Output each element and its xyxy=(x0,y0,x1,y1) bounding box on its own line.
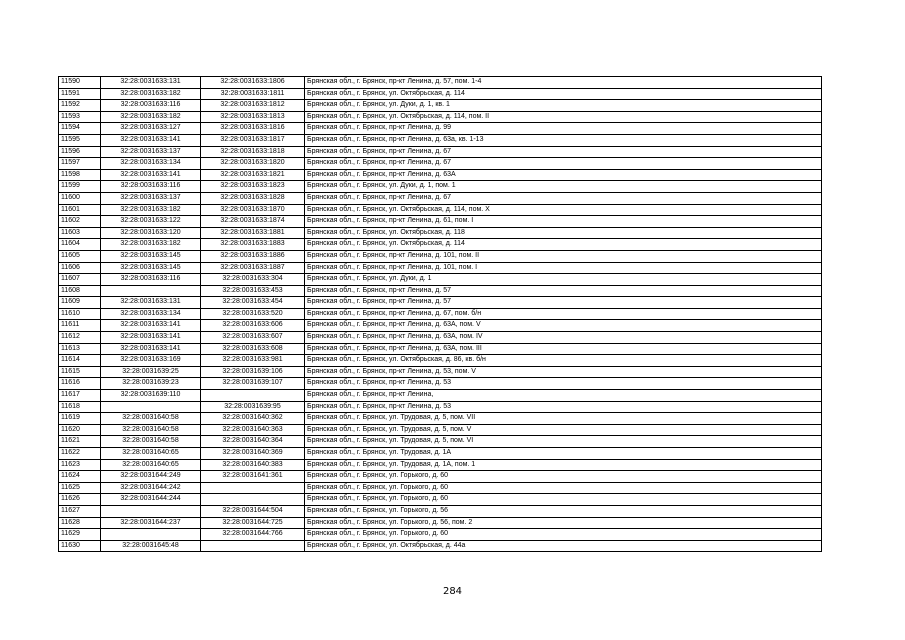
table-row xyxy=(59,274,822,286)
land-cadastral-number-cell: 32:28:0031639:25 xyxy=(101,366,201,378)
table-row xyxy=(59,297,822,309)
object-cadastral-number-cell: 32:28:0031639:95 xyxy=(201,401,305,413)
table-row xyxy=(59,169,822,181)
table-row xyxy=(59,192,822,204)
row-number-cell: 11607 xyxy=(59,274,101,286)
land-cadastral-number-cell: 32:28:0031633:116 xyxy=(101,181,201,193)
table-row xyxy=(59,77,822,89)
land-cadastral-number-cell: 32:28:0031639:23 xyxy=(101,378,201,390)
address-cell: Брянская обл., г. Брянск, пр-кт Ленина, д. 53, пом. V xyxy=(305,366,822,378)
row-number-cell: 11602 xyxy=(59,216,101,228)
row-number-cell: 11593 xyxy=(59,111,101,123)
table-row xyxy=(59,378,822,390)
object-cadastral-number-cell: 32:28:0031633:1874 xyxy=(201,216,305,228)
table-row xyxy=(59,355,822,367)
object-cadastral-number-cell: 32:28:0031633:454 xyxy=(201,297,305,309)
object-cadastral-number-cell: 32:28:0031633:608 xyxy=(201,343,305,355)
address-cell: Брянская обл., г. Брянск, ул. Горького, д. 56, пом. 2 xyxy=(305,517,822,529)
land-cadastral-number-cell: 32:28:0031633:127 xyxy=(101,123,201,135)
row-number-cell: 11610 xyxy=(59,308,101,320)
row-number-cell: 11625 xyxy=(59,482,101,494)
land-cadastral-number-cell: 32:28:0031633:182 xyxy=(101,239,201,251)
row-number-cell: 11620 xyxy=(59,424,101,436)
table-row xyxy=(59,181,822,193)
address-cell: Брянская обл., г. Брянск, пр-кт Ленина, xyxy=(305,390,822,402)
table-row xyxy=(59,459,822,471)
object-cadastral-number-cell xyxy=(201,482,305,494)
row-number-cell: 11624 xyxy=(59,471,101,483)
land-cadastral-number-cell: 32:28:0031633:145 xyxy=(101,262,201,274)
address-cell: Брянская обл., г. Брянск, ул. Горького, д. 60 xyxy=(305,471,822,483)
object-cadastral-number-cell: 32:28:0031633:981 xyxy=(201,355,305,367)
land-cadastral-number-cell: 32:28:0031633:182 xyxy=(101,88,201,100)
row-number-cell: 11619 xyxy=(59,413,101,425)
address-cell: Брянская обл., г. Брянск, ул. Трудовая, д. 5, пом. VI xyxy=(305,436,822,448)
land-cadastral-number-cell: 32:28:0031633:131 xyxy=(101,77,201,89)
object-cadastral-number-cell: 32:28:0031633:520 xyxy=(201,308,305,320)
table-row xyxy=(59,250,822,262)
address-cell: Брянская обл., г. Брянск, пр-кт Ленина, д. 101, пом. II xyxy=(305,250,822,262)
row-number-cell: 11627 xyxy=(59,505,101,517)
row-number-cell: 11594 xyxy=(59,123,101,135)
address-cell: Брянская обл., г. Брянск, пр-кт Ленина, д. 53 xyxy=(305,378,822,390)
table-row xyxy=(59,262,822,274)
table-row xyxy=(59,308,822,320)
object-cadastral-number-cell: 32:28:0031633:607 xyxy=(201,332,305,344)
row-number-cell: 11595 xyxy=(59,134,101,146)
address-cell: Брянская обл., г. Брянск, пр-кт Ленина, д. 57 xyxy=(305,297,822,309)
row-number-cell: 11617 xyxy=(59,390,101,402)
table-row xyxy=(59,529,822,541)
address-cell: Брянская обл., г. Брянск, пр-кт Ленина, д. 63А, пом. IV xyxy=(305,332,822,344)
table-row xyxy=(59,332,822,344)
table-row xyxy=(59,494,822,506)
row-number-cell: 11629 xyxy=(59,529,101,541)
table-row xyxy=(59,482,822,494)
table-row xyxy=(59,540,822,552)
address-cell: Брянская обл., г. Брянск, пр-кт Ленина, д. 67 xyxy=(305,192,822,204)
row-number-cell: 11612 xyxy=(59,332,101,344)
land-cadastral-number-cell: 32:28:0031633:116 xyxy=(101,274,201,286)
address-cell: Брянская обл., г. Брянск, пр-кт Ленина, д. 101, пом. I xyxy=(305,262,822,274)
address-cell: Брянская обл., г. Брянск, ул. Трудовая, д. 1А xyxy=(305,448,822,460)
table-row xyxy=(59,471,822,483)
object-cadastral-number-cell: 32:28:0031633:1886 xyxy=(201,250,305,262)
land-cadastral-number-cell: 32:28:0031640:58 xyxy=(101,436,201,448)
object-cadastral-number-cell: 32:28:0031633:453 xyxy=(201,285,305,297)
object-cadastral-number-cell: 32:28:0031633:1821 xyxy=(201,169,305,181)
address-cell: Брянская обл., г. Брянск, ул. Дуки, д. 1, пом. 1 xyxy=(305,181,822,193)
land-cadastral-number-cell: 32:28:0031633:141 xyxy=(101,332,201,344)
object-cadastral-number-cell xyxy=(201,390,305,402)
address-cell: Брянская обл., г. Брянск, ул. Октябрьская, д. 114, пом. X xyxy=(305,204,822,216)
row-number-cell: 11615 xyxy=(59,366,101,378)
land-cadastral-number-cell: 32:28:0031633:137 xyxy=(101,146,201,158)
address-cell: Брянская обл., г. Брянск, пр-кт Ленина, д. 61, пом. I xyxy=(305,216,822,228)
registry-table xyxy=(58,76,822,552)
address-cell: Брянская обл., г. Брянск, ул. Октябрьская, д. 118 xyxy=(305,227,822,239)
address-cell: Брянская обл., г. Брянск, ул. Трудовая, д. 1А, пом. 1 xyxy=(305,459,822,471)
address-cell: Брянская обл., г. Брянск, ул. Октябрьская, д. 44а xyxy=(305,540,822,552)
land-cadastral-number-cell: 32:28:0031633:141 xyxy=(101,320,201,332)
land-cadastral-number-cell: 32:28:0031644:249 xyxy=(101,471,201,483)
land-cadastral-number-cell: 32:28:0031633:116 xyxy=(101,100,201,112)
land-cadastral-number-cell: 32:28:0031645:48 xyxy=(101,540,201,552)
row-number-cell: 11614 xyxy=(59,355,101,367)
object-cadastral-number-cell: 32:28:0031633:1820 xyxy=(201,158,305,170)
table-row xyxy=(59,517,822,529)
land-cadastral-number-cell: 32:28:0031633:141 xyxy=(101,343,201,355)
land-cadastral-number-cell: 32:28:0031633:134 xyxy=(101,308,201,320)
object-cadastral-number-cell: 32:28:0031633:304 xyxy=(201,274,305,286)
table-row xyxy=(59,111,822,123)
land-cadastral-number-cell: 32:28:0031640:58 xyxy=(101,424,201,436)
table-row xyxy=(59,436,822,448)
row-number-cell: 11601 xyxy=(59,204,101,216)
address-cell: Брянская обл., г. Брянск, пр-кт Ленина, д. 63а, кв. 1-13 xyxy=(305,134,822,146)
row-number-cell: 11609 xyxy=(59,297,101,309)
address-cell: Брянская обл., г. Брянск, ул. Горького, д. 60 xyxy=(305,529,822,541)
row-number-cell: 11613 xyxy=(59,343,101,355)
object-cadastral-number-cell: 32:28:0031639:107 xyxy=(201,378,305,390)
land-cadastral-number-cell: 32:28:0031633:169 xyxy=(101,355,201,367)
row-number-cell: 11606 xyxy=(59,262,101,274)
object-cadastral-number-cell: 32:28:0031644:725 xyxy=(201,517,305,529)
object-cadastral-number-cell: 32:28:0031633:1883 xyxy=(201,239,305,251)
address-cell: Брянская обл., г. Брянск, пр-кт Ленина, д. 67, пом. б/н xyxy=(305,308,822,320)
land-cadastral-number-cell: 32:28:0031640:65 xyxy=(101,448,201,460)
row-number-cell: 11611 xyxy=(59,320,101,332)
address-cell: Брянская обл., г. Брянск, пр-кт Ленина, д. 63А, пом. V xyxy=(305,320,822,332)
object-cadastral-number-cell: 32:28:0031633:1870 xyxy=(201,204,305,216)
address-cell: Брянская обл., г. Брянск, ул. Горького, д. 60 xyxy=(305,494,822,506)
land-cadastral-number-cell: 32:28:0031633:131 xyxy=(101,297,201,309)
table-row xyxy=(59,366,822,378)
table-row xyxy=(59,320,822,332)
row-number-cell: 11591 xyxy=(59,88,101,100)
table-row xyxy=(59,123,822,135)
address-cell: Брянская обл., г. Брянск, ул. Октябрьская, д. 86, кв. б/н xyxy=(305,355,822,367)
land-cadastral-number-cell: 32:28:0031633:137 xyxy=(101,192,201,204)
table-row xyxy=(59,239,822,251)
land-cadastral-number-cell: 32:28:0031644:244 xyxy=(101,494,201,506)
row-number-cell: 11628 xyxy=(59,517,101,529)
address-cell: Брянская обл., г. Брянск, пр-кт Ленина, д. 99 xyxy=(305,123,822,135)
row-number-cell: 11597 xyxy=(59,158,101,170)
object-cadastral-number-cell: 32:28:0031633:1823 xyxy=(201,181,305,193)
table-row xyxy=(59,146,822,158)
address-cell: Брянская обл., г. Брянск, ул. Октябрьская, д. 114 xyxy=(305,88,822,100)
address-cell: Брянская обл., г. Брянск, пр-кт Ленина, д. 63А xyxy=(305,169,822,181)
object-cadastral-number-cell: 32:28:0031633:1811 xyxy=(201,88,305,100)
row-number-cell: 11599 xyxy=(59,181,101,193)
land-cadastral-number-cell xyxy=(101,505,201,517)
row-number-cell: 11596 xyxy=(59,146,101,158)
object-cadastral-number-cell: 32:28:0031633:1812 xyxy=(201,100,305,112)
object-cadastral-number-cell: 32:28:0031640:363 xyxy=(201,424,305,436)
table-row xyxy=(59,401,822,413)
land-cadastral-number-cell: 32:28:0031633:120 xyxy=(101,227,201,239)
row-number-cell: 11604 xyxy=(59,239,101,251)
address-cell: Брянская обл., г. Брянск, пр-кт Ленина, д. 67 xyxy=(305,158,822,170)
row-number-cell: 11618 xyxy=(59,401,101,413)
object-cadastral-number-cell xyxy=(201,540,305,552)
object-cadastral-number-cell: 32:28:0031633:1828 xyxy=(201,192,305,204)
row-number-cell: 11623 xyxy=(59,459,101,471)
land-cadastral-number-cell: 32:28:0031644:237 xyxy=(101,517,201,529)
table-row xyxy=(59,390,822,402)
address-cell: Брянская обл., г. Брянск, ул. Дуки, д. 1, кв. 1 xyxy=(305,100,822,112)
row-number-cell: 11608 xyxy=(59,285,101,297)
row-number-cell: 11603 xyxy=(59,227,101,239)
row-number-cell: 11622 xyxy=(59,448,101,460)
object-cadastral-number-cell: 32:28:0031633:1806 xyxy=(201,77,305,89)
address-cell: Брянская обл., г. Брянск, пр-кт Ленина, д. 57, пом. 1-4 xyxy=(305,77,822,89)
table-row xyxy=(59,227,822,239)
address-cell: Брянская обл., г. Брянск, ул. Трудовая, д. 5, пом. VII xyxy=(305,413,822,425)
row-number-cell: 11605 xyxy=(59,250,101,262)
object-cadastral-number-cell: 32:28:0031633:1817 xyxy=(201,134,305,146)
object-cadastral-number-cell: 32:28:0031641:361 xyxy=(201,471,305,483)
land-cadastral-number-cell: 32:28:0031640:65 xyxy=(101,459,201,471)
address-cell: Брянская обл., г. Брянск, ул. Горького, д. 56 xyxy=(305,505,822,517)
address-cell: Брянская обл., г. Брянск, пр-кт Ленина, д. 63А, пом. III xyxy=(305,343,822,355)
land-cadastral-number-cell: 32:28:0031644:242 xyxy=(101,482,201,494)
row-number-cell: 11630 xyxy=(59,540,101,552)
page-number: 284 xyxy=(442,586,463,597)
object-cadastral-number-cell xyxy=(201,494,305,506)
object-cadastral-number-cell: 32:28:0031633:1813 xyxy=(201,111,305,123)
land-cadastral-number-cell: 32:28:0031633:134 xyxy=(101,158,201,170)
object-cadastral-number-cell: 32:28:0031640:383 xyxy=(201,459,305,471)
table-row xyxy=(59,158,822,170)
table-row xyxy=(59,413,822,425)
row-number-cell: 11616 xyxy=(59,378,101,390)
land-cadastral-number-cell: 32:28:0031633:141 xyxy=(101,134,201,146)
object-cadastral-number-cell: 32:28:0031644:766 xyxy=(201,529,305,541)
object-cadastral-number-cell: 32:28:0031644:504 xyxy=(201,505,305,517)
table-row xyxy=(59,204,822,216)
land-cadastral-number-cell: 32:28:0031633:145 xyxy=(101,250,201,262)
table-row xyxy=(59,100,822,112)
registry-body xyxy=(59,77,822,552)
object-cadastral-number-cell: 32:28:0031633:1818 xyxy=(201,146,305,158)
land-cadastral-number-cell xyxy=(101,529,201,541)
address-cell: Брянская обл., г. Брянск, ул. Горького, д. 60 xyxy=(305,482,822,494)
land-cadastral-number-cell: 32:28:0031633:141 xyxy=(101,169,201,181)
land-cadastral-number-cell: 32:28:0031633:182 xyxy=(101,204,201,216)
table-row xyxy=(59,88,822,100)
object-cadastral-number-cell: 32:28:0031640:364 xyxy=(201,436,305,448)
address-cell: Брянская обл., г. Брянск, ул. Октябрьская, д. 114 xyxy=(305,239,822,251)
table-row xyxy=(59,424,822,436)
row-number-cell: 11598 xyxy=(59,169,101,181)
object-cadastral-number-cell: 32:28:0031633:1881 xyxy=(201,227,305,239)
object-cadastral-number-cell: 32:28:0031633:1816 xyxy=(201,123,305,135)
object-cadastral-number-cell: 32:28:0031640:369 xyxy=(201,448,305,460)
table-row xyxy=(59,505,822,517)
object-cadastral-number-cell: 32:28:0031640:362 xyxy=(201,413,305,425)
land-cadastral-number-cell xyxy=(101,401,201,413)
land-cadastral-number-cell: 32:28:0031640:58 xyxy=(101,413,201,425)
table-row xyxy=(59,216,822,228)
table-row xyxy=(59,343,822,355)
land-cadastral-number-cell xyxy=(101,285,201,297)
address-cell: Брянская обл., г. Брянск, ул. Трудовая, д. 5, пом. V xyxy=(305,424,822,436)
row-number-cell: 11621 xyxy=(59,436,101,448)
land-cadastral-number-cell: 32:28:0031633:122 xyxy=(101,216,201,228)
row-number-cell: 11626 xyxy=(59,494,101,506)
address-cell: Брянская обл., г. Брянск, ул. Октябрьская, д. 114, пом. II xyxy=(305,111,822,123)
object-cadastral-number-cell: 32:28:0031633:1887 xyxy=(201,262,305,274)
table-row xyxy=(59,134,822,146)
row-number-cell: 11600 xyxy=(59,192,101,204)
address-cell: Брянская обл., г. Брянск, ул. Дуки, д. 1 xyxy=(305,274,822,286)
row-number-cell: 11592 xyxy=(59,100,101,112)
object-cadastral-number-cell: 32:28:0031633:606 xyxy=(201,320,305,332)
land-cadastral-number-cell: 32:28:0031633:182 xyxy=(101,111,201,123)
row-number-cell: 11590 xyxy=(59,77,101,89)
table-row xyxy=(59,448,822,460)
object-cadastral-number-cell: 32:28:0031639:106 xyxy=(201,366,305,378)
address-cell: Брянская обл., г. Брянск, пр-кт Ленина, д. 67 xyxy=(305,146,822,158)
land-cadastral-number-cell: 32:28:0031639:110 xyxy=(101,390,201,402)
address-cell: Брянская обл., г. Брянск, пр-кт Ленина, д. 57 xyxy=(305,285,822,297)
address-cell: Брянская обл., г. Брянск, пр-кт Ленина, д. 53 xyxy=(305,401,822,413)
table-row xyxy=(59,285,822,297)
